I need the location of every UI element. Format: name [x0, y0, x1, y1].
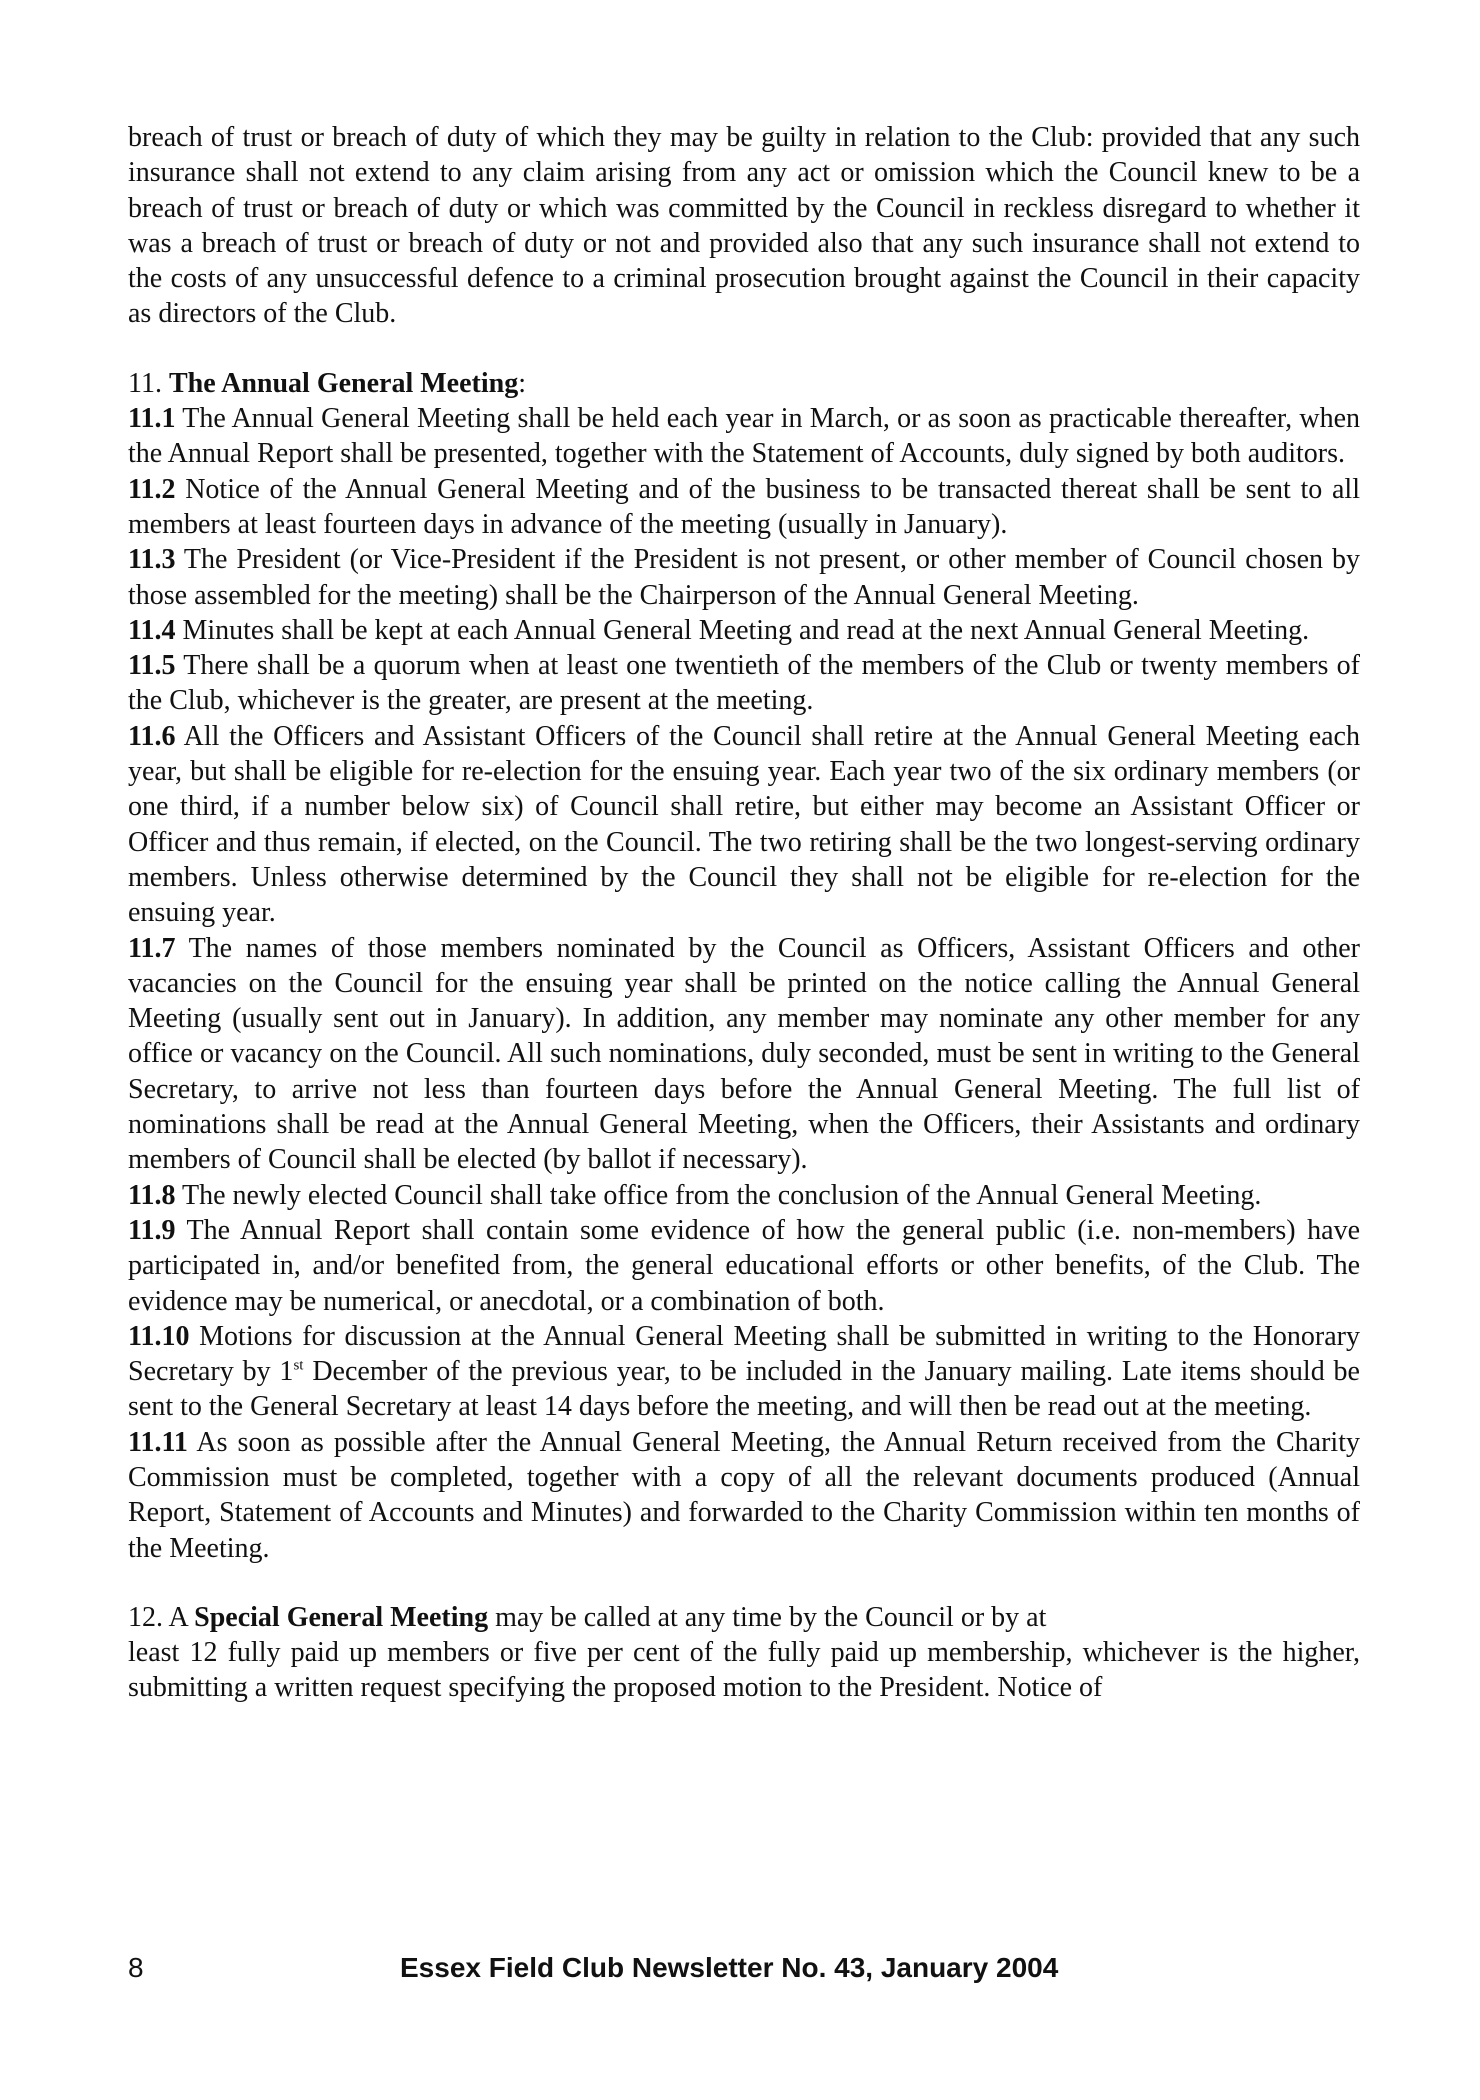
section-12-number: 12 [128, 1601, 156, 1633]
clause-text: As soon as possible after the Annual General Meeting, the Annual Return received from the Charity Commission must be completed, together with a copy of all the relevant documents produced (Annual Report, Statement of Accounts and Minutes) and forwarded to the Charity Commission within ten months of the Meeting. [128, 1426, 1360, 1564]
clause-number: 11.6 [128, 720, 176, 752]
clause-11-3 [128, 542, 1360, 613]
section-11-title: The Annual General Meeting [168, 367, 519, 399]
section-11-heading: 11. The Annual General Meeting: [128, 367, 526, 399]
clause-number: 11.2 [128, 473, 176, 505]
clause-number: 11.5 [128, 650, 176, 682]
section-12-lead: A [168, 1601, 188, 1633]
clause-text-before: Motions for discussion at the Annual General Meeting shall be submitted in writing to the Honorary Secretary by 1 [128, 1320, 1360, 1388]
clause-text: The newly elected Council shall take office from the conclusion of the Annual General Meeting. [181, 1179, 1262, 1211]
clause-text: There shall be a quorum when at least one twentieth of the members of the Club or twenty members of the Club, whichever is the greater, are present at the meeting. [128, 650, 1360, 717]
clause-text: The names of those members nominated by the Council as Officers, Assistant Officers and other vacancies on the Council for the ensuing year shall be printed on the notice calling the Annual General Meeting (usually sent out in January). In addition, any member may nominate any other member for any office or vacancy on the Council. All such nominations, duly seconded, must be sent in writing to the General Secretary, to arrive not less than fourteen days before the Annual General Meeting. The full list of nominations shall be read at the Annual General Meeting, when the Officers, their Assistants and ordinary members of Council shall be elected (by ballot if necessary). [128, 932, 1360, 1176]
section-12-title: Special General Meeting [194, 1601, 489, 1633]
clause-11-11 [128, 1425, 1360, 1566]
clause-text: Minutes shall be kept at each Annual General Meeting and read at the next Annual General Meeting. [182, 614, 1310, 646]
clause-number: 11.7 [128, 932, 176, 964]
section-12-line-1-rest: may be called at any time by the Council or by at [495, 1601, 1047, 1633]
clause-11-8 [128, 1178, 1360, 1213]
clause-number: 11.3 [128, 544, 176, 576]
clause-text: The President (or Vice-President if the President is not present, or other member of Council chosen by those assembled for the meeting) shall be the Chairperson of the Annual General Meeting. [128, 544, 1360, 611]
section-12-line-1: 12. A Special General Meeting may be called at any time by the Council or by at [128, 1601, 1047, 1633]
clause-number: 11.8 [128, 1179, 176, 1211]
clause-11-6 [128, 719, 1360, 931]
clause-text: The Annual Report shall contain some evidence of how the general public (i.e. non-members) have participated in, and/or benefited from, the general educational efforts or other benefits, of the Club. The evidence may be numerical, or anecdotal, or a combination of both. [128, 1214, 1360, 1317]
clause-text: Notice of the Annual General Meeting and of the business to be transacted thereat shall be sent to all members at least fourteen days in advance of the meeting (usually in January). [128, 473, 1360, 540]
newsletter-title: Essex Field Club Newsletter No. 43, January 2004 [400, 1952, 1059, 1983]
clause-11-10 [128, 1319, 1360, 1425]
clause-11-7 [128, 931, 1360, 1178]
clause-text: All the Officers and Assistant Officers of the Council shall retire at the Annual General Meeting each year, but shall be eligible for re-election for the ensuing year. Each year two of the six ordinary members (or one third, if a number below six) of Council shall retire, but either may become an Assistant Officer or Officer and thus remain, if elected, on the Council. The two retiring shall be the two longest-serving ordinary members. Unless otherwise determined by the Council they shall not be eligible for re-election for the ensuing year. [128, 720, 1360, 929]
intro-paragraph: breach of trust or breach of duty of which they may be guilty in relation to the Club: provided that any such insurance shall not extend to any claim arising from any act or omission which the Council knew to be a breach of trust or breach of duty or which was committed by the Council in reckless disregard to whether it was a breach of trust or breach of duty or not and provided also that any such insurance shall not extend to the costs of any unsuccessful defence to a criminal prosecution brought against the Council in their capacity as directors of the Club. [128, 122, 1360, 330]
clause-11-4 [128, 613, 1360, 648]
clause-number: 11.10 [128, 1320, 190, 1352]
clause-number: 11.4 [128, 614, 176, 646]
page-body [128, 120, 1360, 1706]
spacer [128, 332, 1360, 366]
clause-number: 11.11 [128, 1426, 188, 1458]
spacer [128, 1566, 1360, 1600]
clause-11-1 [128, 401, 1360, 472]
clause-11-5 [128, 648, 1360, 719]
page-number: 8 [128, 1952, 144, 1983]
clause-text: The Annual General Meeting shall be held each year in March, or as soon as practicable thereafter, when the Annual Report shall be presented, together with the Statement of Accounts, duly signed by both auditors. [128, 403, 1361, 470]
section-12-paragraph: least 12 fully paid up members or five per cent of the fully paid up membership, whichever is the higher, submitting a written request specifying the proposed motion to the President. Notice of [128, 1637, 1360, 1704]
clause-number: 11.1 [128, 403, 176, 435]
section-11-number: 11 [128, 367, 155, 399]
clause-11-2 [128, 472, 1360, 543]
clause-11-9 [128, 1213, 1360, 1319]
clause-text-after: December of the previous year, to be included in the January mailing. Late items should be sent to the General Secretary at least 14 days before the meeting, and will then be read out at the meeting. [128, 1356, 1360, 1423]
clause-number: 11.9 [128, 1214, 176, 1246]
ordinal-suffix: st [293, 1357, 304, 1374]
page-footer [128, 1952, 1360, 1992]
